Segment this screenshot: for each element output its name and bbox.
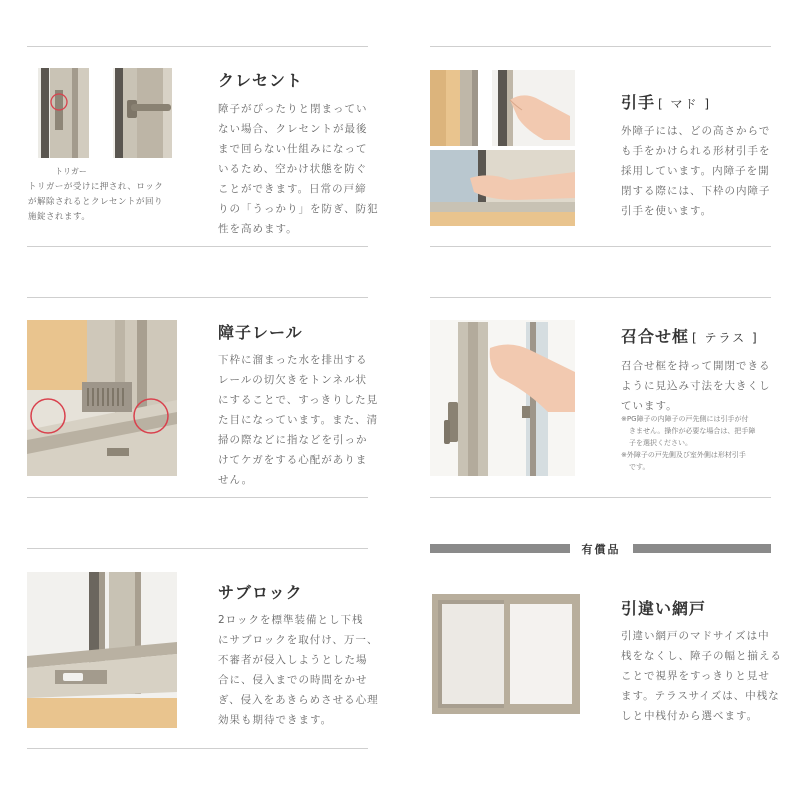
- divider: [27, 497, 368, 498]
- handle-photo-outer: [430, 70, 478, 146]
- meeting-rail-subtitle: [ テラス ]: [692, 331, 759, 345]
- divider: [27, 748, 368, 749]
- rail-body: 下枠に溜まった水を排出する レールの切欠きをトンネル状 にすることで、すっきりした見 た目になっています。また、清 掃の際などに指などを引っか けてケガをする心配がありま せん。: [218, 354, 379, 486]
- optional-label: 有償品: [581, 543, 621, 556]
- meeting-rail-photo: [430, 320, 575, 476]
- divider: [430, 46, 771, 47]
- handle-photo-bottom: [430, 150, 575, 226]
- divider: [27, 246, 368, 247]
- screen-body: 引違い網戸のマドサイズは中 桟をなくし、障子の幅と揃える ことで視界をすっきりと見せ ます。テラスサイズは、中桟な しと中桟付から選べます。: [621, 630, 782, 722]
- crescent-photo-lever: [113, 68, 172, 158]
- sublock-title: サブロック: [218, 583, 303, 602]
- handle-subtitle: [ マド ]: [658, 97, 712, 111]
- handle-photo-hand: [492, 70, 575, 146]
- crescent-caption: トリガーが受けに押され、ロック が解除されるとクレセントが回り 施錠されます。: [28, 182, 164, 222]
- divider: [430, 297, 771, 298]
- divider: [27, 297, 368, 298]
- crescent-title: クレセント: [218, 71, 304, 90]
- meeting-rail-title: 召合せ框 [ テラス ]: [621, 327, 759, 346]
- handle-title: 引手 [ マド ]: [621, 93, 712, 112]
- sublock-photo: [27, 572, 177, 728]
- rail-title: 障子レール: [218, 323, 303, 342]
- screen-title: 引違い網戸: [621, 599, 707, 618]
- divider: [430, 246, 771, 247]
- optional-bar-right: [633, 544, 771, 553]
- trigger-label: トリガー: [55, 167, 87, 176]
- divider: [27, 46, 368, 47]
- divider: [430, 497, 771, 498]
- crescent-photo-trigger: [38, 68, 89, 158]
- optional-bar-left: [430, 544, 570, 553]
- divider: [27, 548, 368, 549]
- sublock-body: 2ロックを標準装備とし下桟 にサブロックを取付け、万一、 不審者が侵入しようとした場 合に、侵入までの時間をかせ ぎ、侵入をあきらめさせる心理 効果も期待できます。: [218, 614, 379, 726]
- meeting-rail-body: 召合せ框を持って開閉できる ように見込み寸法を大きくし ています。: [621, 360, 771, 412]
- screen-photo: [430, 592, 582, 716]
- rail-photo: [27, 320, 177, 476]
- meeting-rail-notes: ※PG障子の内障子の戸先側には引手が付 きません。操作が必要な場合は、把手障 子を選択ください。 ※外障子の戸先側及び室外側は形材引手 です。: [621, 415, 756, 471]
- handle-body: 外障子には、どの高さからで も手をかけられる形材引手を 採用しています。内障子を開 閉する際には、下枠の内障子 引手を使います。: [621, 125, 771, 217]
- crescent-body: 障子がぴったりと閉まってい ない場合、クレセントが最後 まで回らない仕組みになって いるため、空かけ状態を防ぐ ことができます。日常の戸締 りの「うっかり」を防ぎ、防犯 性を高めます。: [218, 103, 379, 235]
